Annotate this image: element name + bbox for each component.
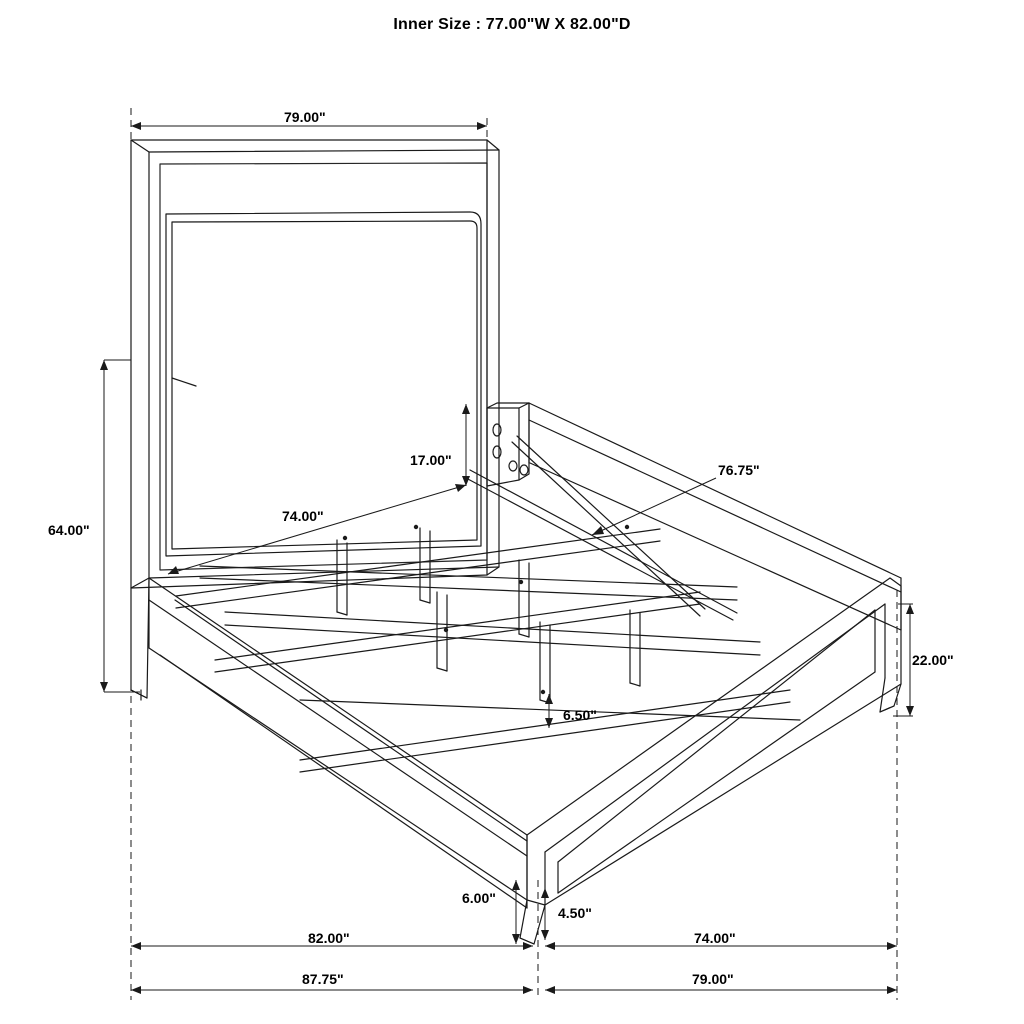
dimension-label-overall-depth: 87.75": [302, 971, 344, 987]
dimension-label-leg-height: 6.00": [462, 890, 496, 906]
dimension-label-rail-inner-width: 74.00": [282, 508, 324, 524]
dimension-label-overall-width: 79.00": [692, 971, 734, 987]
dimension-label-side-rail-length: 76.75": [718, 462, 760, 478]
dimension-label-footboard-width: 74.00": [694, 930, 736, 946]
dimension-label-overall-height: 64.00": [48, 522, 90, 538]
dimension-label-bed-depth-inner: 82.00": [308, 930, 350, 946]
dimension-label-slat-clearance: 6.50": [563, 707, 597, 723]
dimension-label-headboard-panel-height: 17.00": [410, 452, 452, 468]
dimension-label-footboard-height: 22.00": [912, 652, 954, 668]
page-title: Inner Size : 77.00"W X 82.00"D: [393, 16, 631, 33]
dimension-label-headboard-width: 79.00": [284, 109, 326, 125]
dimension-label-foot-leg-height: 4.50": [558, 905, 592, 921]
